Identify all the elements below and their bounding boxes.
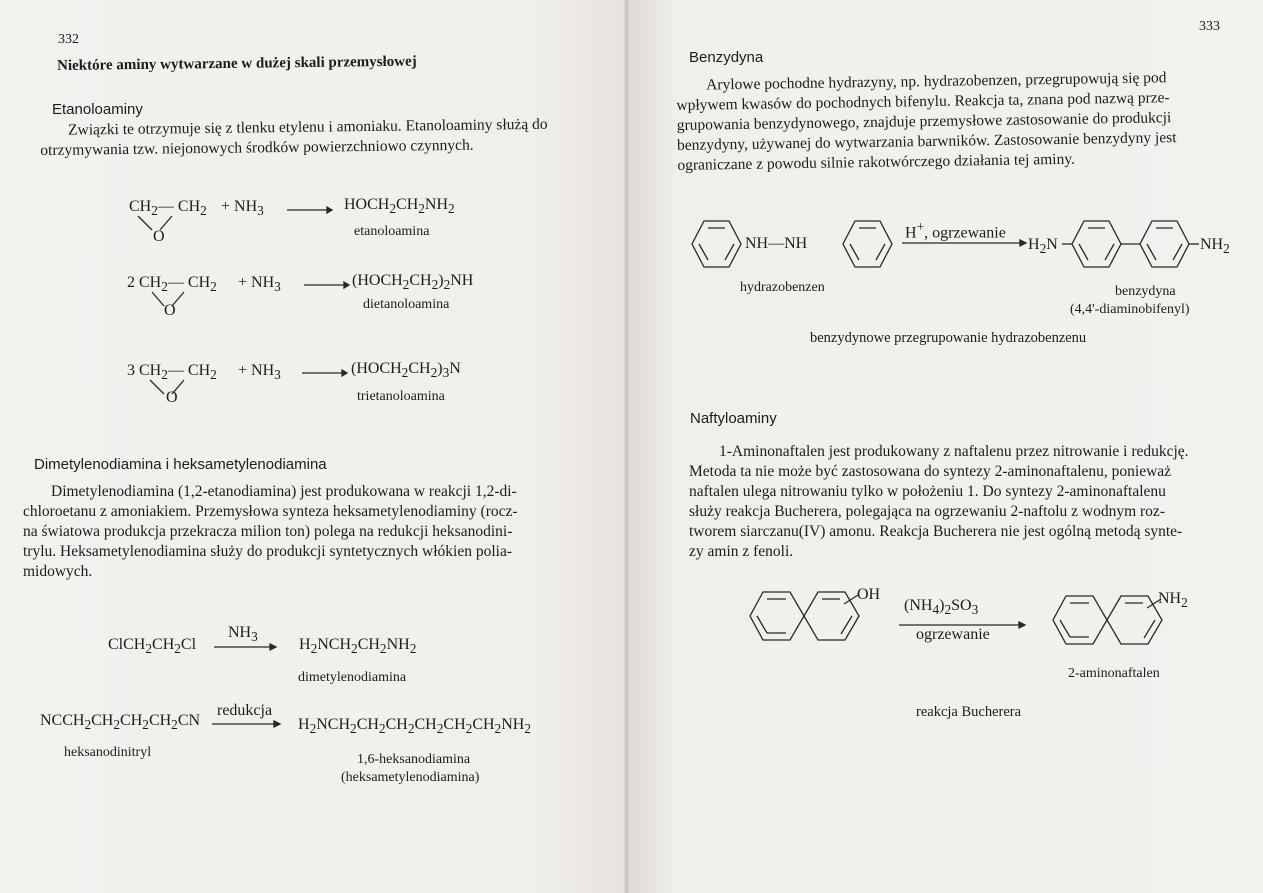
paragraph-line: otrzymywania tzw. niejonowych środków powierzchniowo czynnych.: [40, 136, 474, 159]
paragraph-line: wpływem kwasów do pochodnych bifenylu. Reakcja ta, znana pod nazwą prze-: [676, 89, 1170, 114]
paragraph-line: trylu. Heksametylenodiamina służy do produkcji syntetycznych włókien polia-: [23, 543, 512, 560]
reactant-name: hydrazobenzen: [740, 280, 825, 295]
paragraph-benzydyna: [676, 67, 1228, 176]
coefficient: 3: [127, 362, 135, 379]
paragraph-line: zy amin z fenoli.: [689, 543, 794, 560]
hydrazine-linker: NH—NH: [745, 235, 808, 252]
reactant-group: OH: [857, 586, 881, 603]
paragraph-naftyloaminy: [689, 442, 1240, 562]
paragraph-line: Dimetylenodiamina (1,2-etanodiamina) jest produkowana w reakcji 1,2-di-: [51, 483, 517, 500]
paragraph-line: tworem siarczanu(IV) amonu. Reakcja Bucherera nie jest ogólną metodą synte-: [689, 523, 1183, 540]
product-name-2: (4,4'-diaminobifenyl): [1070, 302, 1190, 317]
heading-diaminy: Dimetylenodiamina i heksametylenodiamina: [34, 456, 327, 473]
product-name: dimetylenodiamina: [298, 670, 407, 685]
paragraph-line: ograniczane z powodu silnie rakotwórczego działania tej aminy.: [677, 150, 1076, 174]
left-page: 332 Niektóre aminy wytwarzane w dużej skali przemysłowej Etanoloaminy Związki te otrzymuje się z tlenku etylenu i amoniaku. Etanoloaminy służą do otrzymywania tzw. niejonowych środków powierzchniowo czynnych. $CH_2—$ $CH_2$ O + $NH_3$ $HOCH_2CH_2NH_2$ etanoloamina 2 $CH_2—$ $CH_2$ O + $NH_3$ $(HOCH_2CH_2)_2NH$ dietanoloamina 3 $CH_2—$ $CH_2$ O + $NH_3$ $(HOCH_2CH_2)_3N$ trietanoloamina Dimetylenodiamina i heksametylenodiamina Dimetylenodiamina (1,2-etanodiamina) jest produkowana w reakcji 1,2-di- chloroetanu z amoniakiem. Przemysłowa synteza heksametylenodiaminy (rocz- na światowa produkcja przekracza milion ton) polega na redukcji heksanodini- trylu. Heksametylenodiamina służy do produkcji syntetycznych włókien polia- midowych. $ClCH_2CH_2Cl$ $NH_3$ $H_2NCH_2CH_2NH_2$ dimetylenodiamina $NCCH_2CH_2CH_2CH_2CN$ heksanodinitryl redukcja $H_2NCH_2CH_2CH_2CH_2CH_2CH_2NH_2$ 1,6-heksanodiamina (heksametylenodiamina): [0, 0, 628, 893]
product-name: 1,6-heksanodiamina: [357, 752, 471, 767]
paragraph-line: na światowa produkcja przekracza milion ton) polega na redukcji heksanodini-: [23, 523, 513, 540]
product-name: etanoloamina: [354, 224, 430, 239]
paragraph-line: Arylowe pochodne hydrazyny, np. hydrazobenzen, przegrupowują się pod: [706, 69, 1167, 94]
product-name: dietanoloamina: [363, 297, 450, 312]
condition: redukcja: [217, 702, 273, 719]
paragraph-line: Metoda ta nie może być zastosowana do syntezy 2-aminonaftalenu, ponieważ: [689, 463, 1172, 480]
benzydyna-structure: [1062, 218, 1222, 270]
product-name-2: (heksametylenodiamina): [341, 770, 480, 785]
product-name: 2-aminonaftalen: [1068, 666, 1160, 681]
page-number: 333: [1199, 19, 1220, 34]
right-page: 333 Benzydyna Arylowe pochodne hydrazyny, np. hydrazobenzen, przegrupowują się pod wpływem kwasów do pochodnych bifenylu. Reakcja ta, znana pod nazwą prze- grupowania benzydynowego, znajduje przemysłowe zastosowanie do produkcji benzydyny, używanej do wytwarzania barwników. Zastosowanie benzydyny jest ograniczane z powodu silnie rakotwórczego działania tej aminy. NH—NH hydrazobenzen H+, ogrzewanie $H_2N$ $NH_2$ benzydyna (4,4'-diaminobifenyl) benzydynowe przegrupowanie hydrazobenzenu Naftyloaminy 1-Aminonaftalen jest produkowany z naftalenu przez nitrowanie i redukcję. Metoda ta nie może być zastosowana do syntezy 2-aminonaftalenu, ponieważ naftalen ulega nitrowaniu tylko w położeniu 1. Do syntezy 2-aminonaftalenu służy reakcja Bucherera, polegająca na ogrzewaniu 2-naftolu z wodnym roz- tworem siarczanu(IV) amonu. Reakcja Bucherera nie jest ogólną metodą synte- zy amin z fenoli. OH $(NH_4)_2SO_3$ ogrzewanie $NH_2$ 2-aminonaftalen reakcja Bucherera: [628, 0, 1263, 893]
heading-naftyloaminy: Naftyloaminy: [690, 410, 777, 427]
paragraph-line: Związki te otrzymuje się z tlenku etylenu i amoniaku. Etanoloaminy służą do: [68, 115, 548, 139]
paragraph-etanoloaminy: [40, 114, 575, 161]
epoxide-oxygen: O: [153, 228, 165, 245]
paragraph-line: 1-Aminonaftalen jest produkowany z naftalenu przez nitrowanie i redukcję.: [719, 443, 1189, 460]
condition-bottom: ogrzewanie: [916, 626, 990, 643]
scheme-caption: reakcja Bucherera: [916, 704, 1022, 720]
paragraph-line: benzydyny, używanej do wytwarzania barwników. Zastosowanie benzydyny jest: [676, 129, 1177, 154]
paragraph-line: naftalen ulega nitrowaniu tylko w położeniu 1. Do syntezy 2-aminonaftalenu: [689, 483, 1166, 500]
paragraph-line: chloroetanu z amoniakiem. Przemysłowa synteza heksametylenodiaminy (rocz-: [23, 503, 518, 520]
product-name: benzydyna: [1115, 284, 1176, 299]
scheme-caption: benzydynowe przegrupowanie hydrazobenzenu: [810, 330, 1087, 346]
paragraph-line: służy reakcja Bucherera, polegająca na ogrzewaniu 2-naftolu z wodnym roz-: [689, 503, 1165, 520]
page-number: 332: [58, 32, 79, 47]
coefficient: 2: [127, 274, 135, 291]
reactant-name: heksanodinitryl: [64, 745, 152, 760]
paragraph-line: midowych.: [23, 563, 93, 580]
product-name: trietanoloamina: [357, 389, 445, 404]
heading-benzydyna: Benzydyna: [689, 49, 764, 66]
paragraph-diaminy: [23, 482, 569, 582]
condition: H+, ogrzewanie: [905, 219, 1006, 242]
paragraph-line: grupowania benzydynowego, znajduje przemysłowe zastosowanie do produkcji: [676, 109, 1172, 134]
section-title: Niektóre aminy wytwarzane w dużej skali przemysłowej: [57, 53, 417, 74]
heading-etanoloaminy: Etanoloaminy: [52, 101, 143, 118]
